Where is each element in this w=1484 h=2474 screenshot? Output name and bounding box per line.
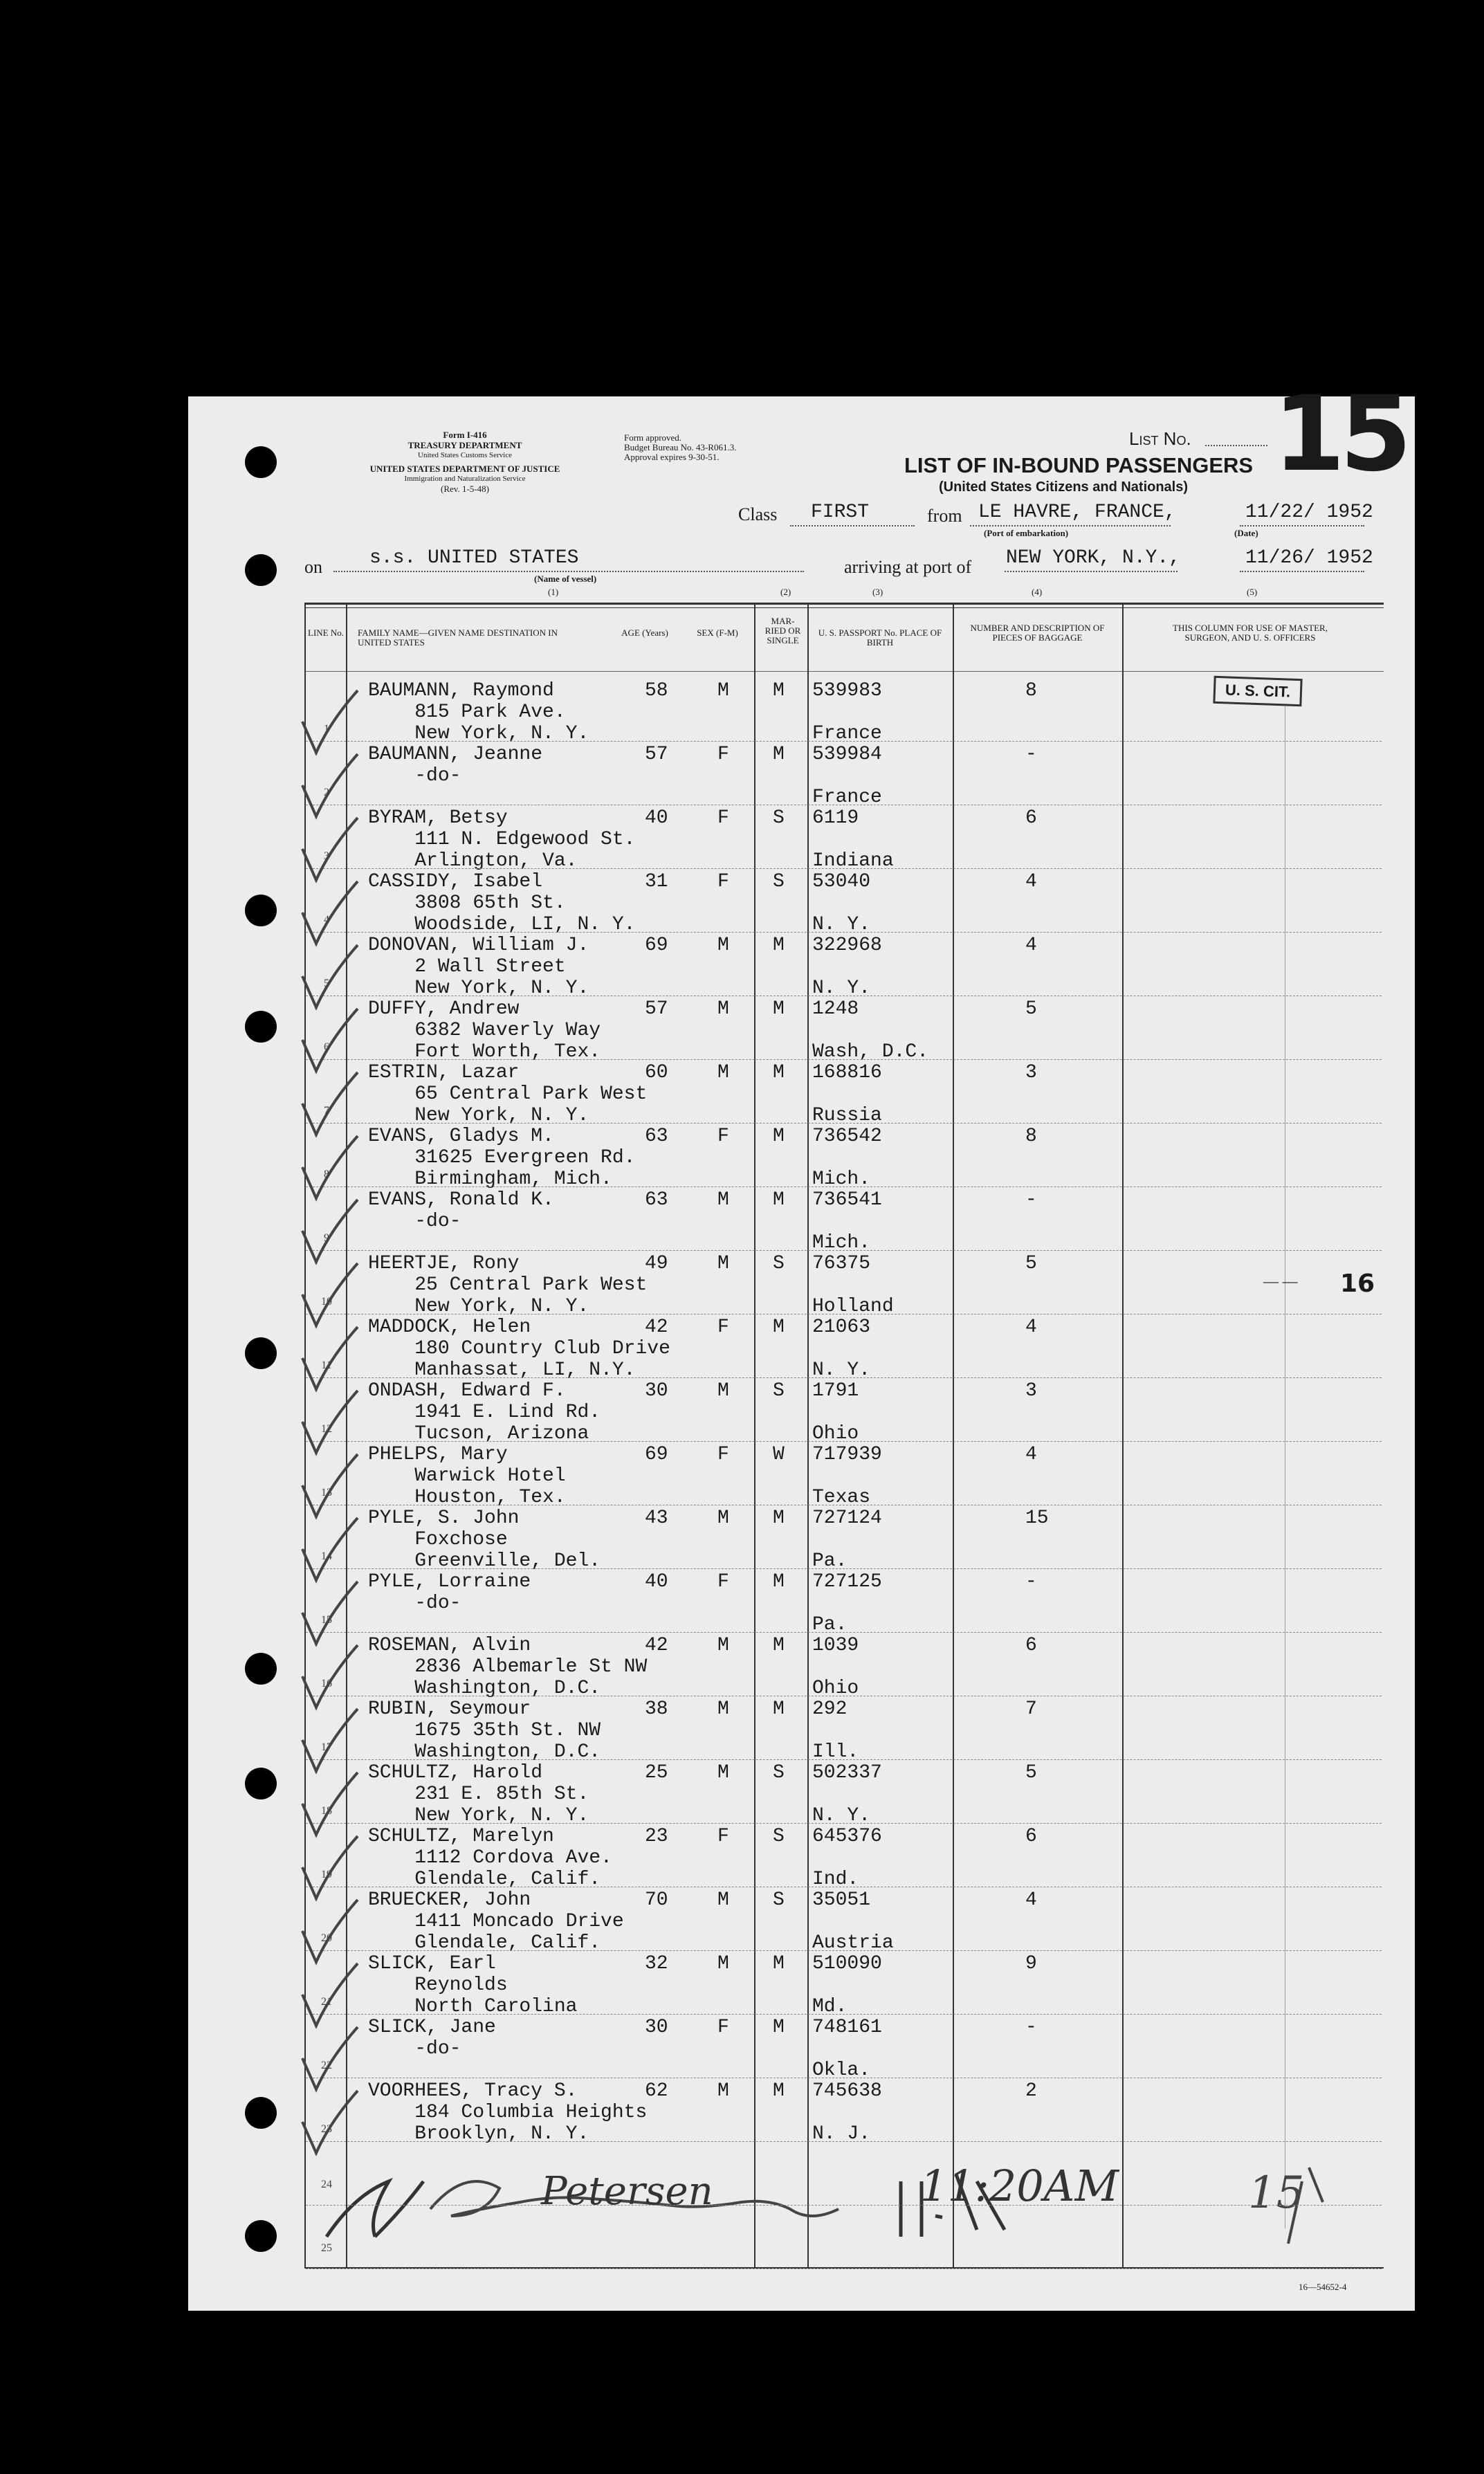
- age-cell: 62: [645, 2080, 668, 2102]
- line-number: 18: [321, 1805, 332, 1817]
- punch-hole: [245, 2097, 277, 2129]
- marital-cell: M: [773, 1508, 785, 1529]
- check-mark-icon: [299, 1323, 361, 1393]
- line-number: 9: [324, 1232, 329, 1244]
- col-header-sex: SEX (F-M): [697, 627, 738, 638]
- col-num: (1): [548, 587, 559, 597]
- sex-cell: F: [717, 1126, 729, 1147]
- line-number: 8: [324, 1169, 329, 1180]
- sex-cell: M: [717, 1762, 729, 1784]
- passenger-name-address: SCHULTZ, Marelyn 1112 Cordova Ave. Glendale, Calif.: [368, 1826, 612, 1890]
- age-cell: 43: [645, 1508, 668, 1529]
- punch-hole: [245, 2220, 277, 2252]
- passenger-name-address: PYLE, S. John Foxchose Greenville, Del.: [368, 1508, 601, 1572]
- marital-cell: S: [773, 871, 785, 892]
- line-number: 1: [324, 723, 329, 735]
- sex-cell: M: [717, 1189, 729, 1211]
- check-mark-icon: [299, 1896, 361, 1966]
- line-number: 6: [324, 1041, 329, 1053]
- sex-cell: M: [717, 1953, 729, 1974]
- line-number: 17: [321, 1741, 332, 1753]
- marital-cell: M: [773, 935, 785, 956]
- marital-cell: M: [773, 998, 785, 1020]
- sex-cell: F: [717, 807, 729, 829]
- birthplace-cell: N. Y.: [812, 1805, 871, 1826]
- col-num: (3): [872, 587, 883, 597]
- punch-hole: [245, 1768, 277, 1799]
- baggage-cell: 7: [1025, 1698, 1037, 1720]
- baggage-cell: 4: [1025, 935, 1037, 956]
- baggage-cell: 5: [1025, 1762, 1037, 1784]
- line-number: 21: [321, 1996, 332, 2008]
- age-cell: 49: [645, 1253, 668, 1274]
- baggage-cell: 3: [1025, 1062, 1037, 1083]
- passenger-name-address: CASSIDY, Isabel 3808 65th St. Woodside, LI, N. Y.: [368, 871, 636, 935]
- age-cell: 25: [645, 1762, 668, 1784]
- check-mark-icon: [299, 814, 361, 883]
- passport-cell: 168816: [812, 1062, 882, 1083]
- baggage-cell: 15: [1025, 1508, 1049, 1529]
- birthplace-cell: Pa.: [812, 1550, 848, 1572]
- age-cell: 42: [645, 1635, 668, 1656]
- sex-cell: M: [717, 1698, 729, 1720]
- sex-cell: M: [717, 935, 729, 956]
- passenger-name-address: ESTRIN, Lazar 65 Central Park West New York, N. Y.: [368, 1062, 648, 1126]
- check-mark-icon: [299, 1578, 361, 1647]
- birthplace-cell: Ohio: [812, 1678, 859, 1699]
- age-cell: 69: [645, 935, 668, 956]
- passenger-name-address: BAUMANN, Raymond 815 Park Ave. New York, N. Y.: [368, 680, 589, 744]
- line-number: 19: [321, 1869, 332, 1880]
- line-number: 20: [321, 1932, 332, 1944]
- line-number: 14: [321, 1550, 332, 1562]
- arrival-port: NEW YORK, N.Y.,: [1006, 547, 1181, 569]
- col-num: (4): [1032, 587, 1043, 597]
- age-cell: 69: [645, 1444, 668, 1465]
- birthplace-cell: Ill.: [812, 1741, 859, 1763]
- age-cell: 58: [645, 680, 668, 702]
- age-cell: 40: [645, 807, 668, 829]
- age-cell: 38: [645, 1698, 668, 1720]
- marital-cell: M: [773, 2080, 785, 2102]
- passenger-name-address: BAUMANN, Jeanne -do-: [368, 744, 543, 787]
- line-number: 3: [324, 850, 329, 862]
- col-header-officers: THIS COLUMN FOR USE OF MASTER, SURGEON, AND U. S. OFFICERS: [1173, 623, 1328, 643]
- form-title: LIST OF IN-BOUND PASSENGERS: [904, 453, 1254, 477]
- line-number: 4: [324, 914, 329, 926]
- list-no-label: List No.: [1129, 428, 1191, 449]
- passport-cell: 53040: [812, 871, 871, 892]
- sex-cell: M: [717, 1889, 729, 1911]
- baggage-cell: 4: [1025, 1444, 1037, 1465]
- line-number: 12: [321, 1423, 332, 1435]
- baggage-cell: 5: [1025, 998, 1037, 1020]
- check-mark-icon: [299, 687, 361, 756]
- marital-cell: M: [773, 744, 785, 765]
- check-mark-icon: [299, 1960, 361, 2029]
- margin-mark: 15: [1248, 2168, 1305, 2219]
- baggage-cell: 6: [1025, 1826, 1037, 1847]
- sex-cell: M: [717, 1508, 729, 1529]
- passport-cell: 76375: [812, 1253, 871, 1274]
- check-mark-icon: [299, 2024, 361, 2093]
- handwritten-signature-area: [313, 2140, 1350, 2257]
- check-mark-icon: [299, 878, 361, 947]
- marital-cell: M: [773, 1635, 785, 1656]
- punch-hole: [245, 895, 277, 926]
- marital-cell: W: [773, 1444, 785, 1465]
- vessel-name: s.s. UNITED STATES: [369, 547, 579, 569]
- sex-cell: M: [717, 1062, 729, 1083]
- check-mark-icon: [299, 1196, 361, 1265]
- age-cell: 42: [645, 1317, 668, 1338]
- col-header-baggage: NUMBER AND DESCRIPTION OF PIECES OF BAGGAGE: [970, 623, 1105, 643]
- check-mark-icon: [299, 1005, 361, 1074]
- marital-cell: M: [773, 2017, 785, 2038]
- passenger-name-address: ONDASH, Edward F. 1941 E. Lind Rd. Tucson, Arizona: [368, 1380, 601, 1445]
- approval-line: Approval expires 9-30-51.: [624, 452, 720, 462]
- birthplace-cell: Md.: [812, 1996, 848, 2017]
- col-header-married: MAR-RIED OR SINGLE: [764, 616, 801, 645]
- marital-cell: M: [773, 1189, 785, 1211]
- baggage-cell: -: [1025, 1571, 1037, 1593]
- line-number: 25: [321, 2242, 332, 2254]
- passport-cell: 502337: [812, 1762, 882, 1784]
- col-header-line-no: LINE No.: [308, 627, 344, 638]
- from-label: from: [927, 506, 962, 526]
- passenger-name-address: PHELPS, Mary Warwick Hotel Houston, Tex.: [368, 1444, 566, 1508]
- check-mark-icon: [299, 751, 361, 820]
- line-number: 2: [324, 787, 329, 798]
- marital-cell: M: [773, 1953, 785, 1974]
- age-cell: 31: [645, 871, 668, 892]
- passenger-name-address: BRUECKER, John 1411 Moncado Drive Glendale, Calif.: [368, 1889, 624, 1954]
- approval-line: Budget Bureau No. 43-R061.3.: [624, 442, 737, 452]
- line-number: 15: [321, 1614, 332, 1626]
- baggage-cell: 5: [1025, 1253, 1037, 1274]
- punch-hole: [245, 446, 277, 478]
- passenger-name-address: DUFFY, Andrew 6382 Waverly Way Fort Worth, Tex.: [368, 998, 601, 1063]
- approval-line: Form approved.: [624, 432, 682, 443]
- passenger-name-address: MADDOCK, Helen 180 Country Club Drive Manhassat, LI, N.Y.: [368, 1317, 670, 1381]
- passport-cell: 1039: [812, 1635, 859, 1656]
- age-cell: 63: [645, 1126, 668, 1147]
- sex-cell: F: [717, 744, 729, 765]
- marital-cell: S: [773, 1762, 785, 1784]
- passenger-name-address: HEERTJE, Rony 25 Central Park West New York, N. Y.: [368, 1253, 648, 1317]
- birthplace-cell: Ohio: [812, 1423, 859, 1445]
- check-mark-icon: [299, 1769, 361, 1838]
- time-note: 11:20AM: [920, 2161, 1119, 2211]
- vessel-caption: (Name of vessel): [534, 574, 597, 584]
- footer-code: 16—54652-4: [1299, 2282, 1347, 2292]
- line-number: 5: [324, 978, 329, 989]
- passport-cell: 6119: [812, 807, 859, 829]
- baggage-cell: 3: [1025, 1380, 1037, 1402]
- check-mark-icon: [299, 1133, 361, 1202]
- check-mark-icon: [299, 1642, 361, 1711]
- birthplace-cell: Okla.: [812, 2060, 871, 2081]
- line-number: 24: [321, 2179, 332, 2190]
- sex-cell: F: [717, 2017, 729, 2038]
- passport-cell: 645376: [812, 1826, 882, 1847]
- birthplace-cell: Mich.: [812, 1169, 871, 1190]
- marital-cell: M: [773, 1698, 785, 1720]
- passport-cell: 35051: [812, 1889, 871, 1911]
- col-header-name: FAMILY NAME—GIVEN NAME DESTINATION IN UNITED STATES: [358, 627, 558, 648]
- passport-cell: 539984: [812, 744, 882, 765]
- line-number: 22: [321, 2060, 332, 2071]
- punch-hole: [245, 1337, 277, 1369]
- baggage-cell: 2: [1025, 2080, 1037, 2102]
- baggage-cell: -: [1025, 1189, 1037, 1211]
- line-number: 16: [321, 1678, 332, 1689]
- class-label: Class: [738, 504, 778, 524]
- marital-cell: M: [773, 680, 785, 702]
- col-header-passport: U. S. PASSPORT No. PLACE OF BIRTH: [818, 627, 942, 648]
- passport-cell: 1248: [812, 998, 859, 1020]
- check-mark-icon: [299, 1514, 361, 1584]
- marital-cell: S: [773, 1253, 785, 1274]
- line-number: 10: [321, 1296, 332, 1308]
- age-cell: 57: [645, 744, 668, 765]
- passport-cell: 21063: [812, 1317, 871, 1338]
- check-mark-icon: [299, 1833, 361, 1902]
- arriving-label: arriving at port of: [844, 557, 972, 577]
- justice-department: UNITED STATES DEPARTMENT OF JUSTICE: [369, 464, 560, 474]
- passenger-name-address: EVANS, Gladys M. 31625 Evergreen Rd. Birmingham, Mich.: [368, 1126, 636, 1190]
- baggage-cell: 9: [1025, 1953, 1037, 1974]
- age-cell: 30: [645, 1380, 668, 1402]
- baggage-cell: 6: [1025, 1635, 1037, 1656]
- age-cell: 57: [645, 998, 668, 1020]
- form-revision: (Rev. 1-5-48): [441, 484, 489, 494]
- age-cell: 60: [645, 1062, 668, 1083]
- sex-cell: F: [717, 871, 729, 892]
- line-number: 7: [324, 1105, 329, 1117]
- passport-cell: 1791: [812, 1380, 859, 1402]
- passenger-name-address: PYLE, Lorraine -do-: [368, 1571, 531, 1614]
- col-header-age: AGE (Years): [621, 627, 668, 638]
- birthplace-cell: Ind.: [812, 1869, 859, 1890]
- treasury-department: TREASURY DEPARTMENT: [407, 440, 522, 450]
- passenger-name-address: SLICK, Earl Reynolds North Carolina: [368, 1953, 578, 2017]
- passenger-name-address: DONOVAN, William J. 2 Wall Street New York, N. Y.: [368, 935, 589, 999]
- sex-cell: M: [717, 1635, 729, 1656]
- passport-cell: 736541: [812, 1189, 882, 1211]
- passenger-manifest-page: Form I-416 TREASURY DEPARTMENT United States Customs Service UNITED STATES DEPARTMENT OF JUSTICE Immigration and Naturalization Service (Rev. 1-5-48) Form approved. Budget Bureau No. 43-R061.3. Approval expires 9-30-51. List No. 15 LIST OF IN-BOUND PASSENGERS (United States Citizens and Nationals) Class FIRST from LE HAVRE, FRANCE, (Port of embarkation) 11/22/ 1952 (Date) on s.s. UNITED STATES (Name of vessel) arriving at port of NEW YORK, N.Y., 11/26/ 1952 (1) (2) (3) (4) (5) LINE No. FAMILY NAME—GIVEN NAME DESTINATION IN UNITED STATES AGE (Years) SEX (F-M) MAR-RIED OR SINGLE U. S. PASSPORT No. PLACE OF BIRTH NUMBER AND DESCRIPTION OF PIECES OF BAGGAGE THIS COLUMN FOR USE OF MASTER, SURGEON, AND U. S. OFFICERS U. S. CIT. BAUMANN, Raymond 815 Park Ave. New York, N. Y. 58 M M 539983 France 8 1 BAUMANN, Jeanne -do- 57 F M 539984 France - 2 BYRAM, Betsy 111 N. Edgewood St. Arlington, Va. 40 F S 6119 Indiana 6 3 CASSIDY, Isabel 3808 65th St. Woodside, LI, N. Y. 31 F S 53040 N. Y. 4 4 DONOVAN, William J. 2 Wall Street New York, N. Y. 69 M M 322968 N. Y. 4 5 DUFFY, Andrew 6382 Waverly Way Fort Worth, Tex. 57 M M 1248 Wash, D.C. 5 6 ESTRIN, Lazar 65 Central Park West New York, N. Y. 60 M M 168816 Russia 3 7 EVANS, Gladys M. 31625 Evergreen Rd. Birmingham, Mich. 63 F M 736542 Mich. 8 8 EVANS, Ronald K. -do- 63 M M 736541 Mich. - 9 HEERTJE, Rony 25 Central Park West New York, N. Y. 49 M S 76375 Holland 5 10 MADDOCK, Helen 180 Country Club Drive Manhassat, LI, N.Y. 42 F M 21063 N. Y. 4 11 ONDASH, Edward F. 1941 E. Lind Rd. Tucson, Arizona 30 M S 1791 Ohio 3 12 PHELPS, Mary Warwick Hotel Houston, Tex. 69 F W 717939 Texas 4 13 PYLE, S. John Foxchose Greenville, Del. 43 M M 727124 Pa. 15 14 PYLE, Lorraine -do- 40 F M 727125 Pa. - 15 ROSEMAN, Alvin 2836 Albemarle St NW Washington, D.C. 42 M M 1039 Ohio 6 16 RUBIN, Seymour 1675 35th St. NW Washington, D.C. 38 M M 292 Ill. 7 17 SCHULTZ, Harold 231 E. 85th St. New York, N. Y. 25 M S 502337 N. Y. 5 18 SCHULTZ, Marelyn 1112 Cordova Ave. Glendale, Calif. 23 F S 645376 Ind. 6 19 BRUECKER, John 1411 Moncado Drive Glendale, Calif. 70 M S 35051 Austria 4 20 SLICK, Earl Reynolds North Carolina 32 M M 510090 Md. 9 21 SLICK, Jane -do- 30 F M 748161 Okla. - 22 VOORHEES, Tracy S. 184 Columbia Heights Brooklyn, N. Y. 62 M M 745638 N. J. 2 23 — — 16 Petersen 11:20AM 15 16—54652-4 24 25: [188, 396, 1415, 2311]
- marital-cell: S: [773, 1380, 785, 1402]
- baggage-cell: -: [1025, 2017, 1037, 2038]
- baggage-cell: 4: [1025, 871, 1037, 892]
- passenger-name-address: RUBIN, Seymour 1675 35th St. NW Washington, D.C.: [368, 1698, 601, 1763]
- birthplace-cell: Mich.: [812, 1232, 871, 1254]
- passport-cell: 727125: [812, 1571, 882, 1593]
- line-number: 13: [321, 1487, 332, 1499]
- list-number: 15: [1273, 374, 1407, 495]
- check-mark-icon: [299, 1387, 361, 1456]
- baggage-cell: 8: [1025, 680, 1037, 702]
- age-cell: 63: [645, 1189, 668, 1211]
- birthplace-cell: France: [812, 723, 882, 744]
- sex-cell: F: [717, 1444, 729, 1465]
- sex-cell: M: [717, 1253, 729, 1274]
- birthplace-cell: Indiana: [812, 850, 894, 872]
- age-cell: 30: [645, 2017, 668, 2038]
- age-cell: 32: [645, 1953, 668, 1974]
- birthplace-cell: Holland: [812, 1296, 894, 1317]
- port-caption: (Port of embarkation): [984, 528, 1069, 538]
- birthplace-cell: Texas: [812, 1487, 871, 1508]
- port-of-embarkation: LE HAVRE, FRANCE,: [978, 502, 1176, 523]
- age-cell: 23: [645, 1826, 668, 1847]
- sex-cell: F: [717, 1317, 729, 1338]
- birthplace-cell: France: [812, 787, 882, 808]
- passport-cell: 539983: [812, 680, 882, 702]
- baggage-cell: -: [1025, 744, 1037, 765]
- form-subtitle: (United States Citizens and Nationals): [938, 479, 1189, 495]
- check-mark-icon: [299, 942, 361, 1011]
- sex-cell: M: [717, 1380, 729, 1402]
- marital-cell: S: [773, 1889, 785, 1911]
- birthplace-cell: Wash, D.C.: [812, 1041, 929, 1063]
- col-num: (5): [1247, 587, 1258, 597]
- sex-cell: M: [717, 680, 729, 702]
- punch-hole: [245, 1011, 277, 1043]
- sex-cell: M: [717, 2080, 729, 2102]
- on-label: on: [304, 557, 322, 577]
- passport-cell: 745638: [812, 2080, 882, 2102]
- passenger-name-address: EVANS, Ronald K. -do-: [368, 1189, 554, 1232]
- check-mark-icon: [299, 1069, 361, 1138]
- marital-cell: M: [773, 1062, 785, 1083]
- check-mark-icon: [299, 1260, 361, 1329]
- immigration-service: Immigration and Naturalization Service: [404, 475, 526, 483]
- birthplace-cell: Pa.: [812, 1614, 848, 1635]
- us-citizen-stamp: U. S. CIT.: [1213, 676, 1302, 706]
- passport-cell: 736542: [812, 1126, 882, 1147]
- marital-cell: S: [773, 807, 785, 829]
- signature: Petersen: [541, 2169, 713, 2214]
- form-number: Form I-416: [443, 430, 487, 440]
- birthplace-cell: N. Y.: [812, 914, 871, 935]
- passenger-name-address: BYRAM, Betsy 111 N. Edgewood St. Arlington, Va.: [368, 807, 636, 872]
- punch-hole: [245, 1653, 277, 1685]
- passenger-name-address: SLICK, Jane -do-: [368, 2017, 496, 2060]
- birthplace-cell: Russia: [812, 1105, 882, 1126]
- marital-cell: M: [773, 1571, 785, 1593]
- baggage-cell: 6: [1025, 807, 1037, 829]
- passport-cell: 322968: [812, 935, 882, 956]
- punch-hole: [245, 554, 277, 586]
- age-cell: 40: [645, 1571, 668, 1593]
- passport-cell: 510090: [812, 1953, 882, 1974]
- sex-cell: F: [717, 1571, 729, 1593]
- date-caption: (Date): [1234, 528, 1258, 538]
- passport-cell: 727124: [812, 1508, 882, 1529]
- check-mark-icon: [299, 1451, 361, 1520]
- annotation-16: 16: [1340, 1270, 1375, 1298]
- age-cell: 70: [645, 1889, 668, 1911]
- baggage-cell: 4: [1025, 1889, 1037, 1911]
- birthplace-cell: N. Y.: [812, 1359, 871, 1381]
- sex-cell: M: [717, 998, 729, 1020]
- departure-date: 11/22/ 1952: [1245, 502, 1373, 523]
- sex-cell: F: [717, 1826, 729, 1847]
- passenger-name-address: VOORHEES, Tracy S. 184 Columbia Heights Brooklyn, N. Y.: [368, 2080, 648, 2145]
- baggage-cell: 8: [1025, 1126, 1037, 1147]
- passport-cell: 292: [812, 1698, 848, 1720]
- marital-cell: M: [773, 1317, 785, 1338]
- birthplace-cell: N. J.: [812, 2123, 871, 2145]
- baggage-cell: 4: [1025, 1317, 1037, 1338]
- marital-cell: M: [773, 1126, 785, 1147]
- passenger-name-address: ROSEMAN, Alvin 2836 Albemarle St NW Washington, D.C.: [368, 1635, 648, 1699]
- passport-cell: 748161: [812, 2017, 882, 2038]
- col-num: (2): [780, 587, 791, 597]
- marital-cell: S: [773, 1826, 785, 1847]
- passenger-name-address: SCHULTZ, Harold 231 E. 85th St. New York, N. Y.: [368, 1762, 589, 1826]
- check-mark-icon: [299, 2087, 361, 2156]
- passport-cell: 717939: [812, 1444, 882, 1465]
- line-number: 23: [321, 2123, 332, 2135]
- check-mark-icon: [299, 1705, 361, 1775]
- class-value: FIRST: [811, 502, 870, 523]
- arrival-date: 11/26/ 1952: [1245, 547, 1373, 569]
- birthplace-cell: Austria: [812, 1932, 894, 1954]
- line-number: 11: [321, 1359, 332, 1371]
- birthplace-cell: N. Y.: [812, 978, 871, 999]
- customs-service: United States Customs Service: [418, 451, 512, 459]
